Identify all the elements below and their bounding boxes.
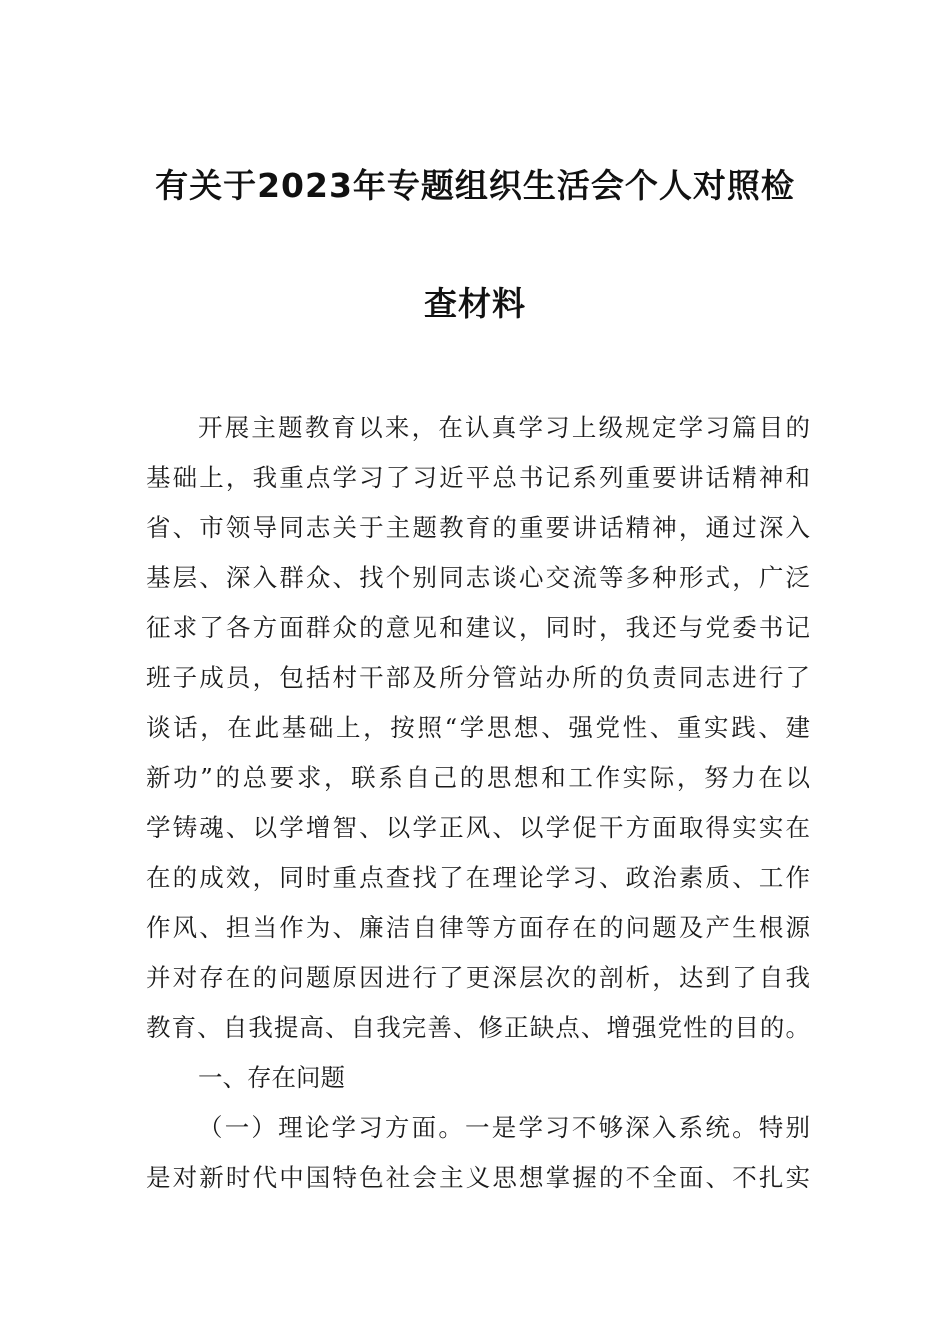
paragraph-1-line: 在的成效，同时重点查找了在理论学习、政治素质、工作	[146, 863, 810, 892]
paragraph-1-line: 征求了各方面群众的意见和建议，同时，我还与党委书记	[146, 613, 810, 642]
paragraph-1-line: 班子成员，包括村干部及所分管站办所的负责同志进行了	[146, 663, 810, 692]
paragraph-1-line: 基础上，我重点学习了习近平总书记系列重要讲话精神和	[146, 463, 810, 492]
paragraph-2-line: （一）理论学习方面。一是学习不够深入系统。特别	[198, 1113, 810, 1142]
paragraph-1-line: 作风、担当作为、廉洁自律等方面存在的问题及产生根源	[146, 913, 810, 942]
document-title-line-2: 查材料	[424, 284, 526, 323]
paragraph-1-line: 省、市领导同志关于主题教育的重要讲话精神，通过深入	[146, 513, 810, 542]
section-heading: 一、存在问题	[198, 1063, 345, 1092]
paragraph-1-line: 学铸魂、以学增智、以学正风、以学促干方面取得实实在	[146, 813, 810, 842]
paragraph-1-line: 教育、自我提高、自我完善、修正缺点、增强党性的目的。	[146, 1013, 810, 1042]
paragraph-1-line: 谈话，在此基础上，按照“学思想、强党性、重实践、建	[146, 713, 810, 742]
paragraph-1-line: 新功”的总要求，联系自己的思想和工作实际，努力在以	[146, 763, 810, 792]
paragraph-1-line: 基层、深入群众、找个别同志谈心交流等多种形式，广泛	[146, 563, 810, 592]
paragraph-1-line: 并对存在的问题原因进行了更深层次的剖析，达到了自我	[146, 963, 810, 992]
paragraph-2-line: 是对新时代中国特色社会主义思想掌握的不全面、不扎实	[146, 1163, 810, 1192]
paragraph-1-line: 开展主题教育以来，在认真学习上级规定学习篇目的	[198, 413, 810, 442]
document-title-line-1: 有关于2023年专题组织生活会个人对照检	[155, 166, 795, 205]
